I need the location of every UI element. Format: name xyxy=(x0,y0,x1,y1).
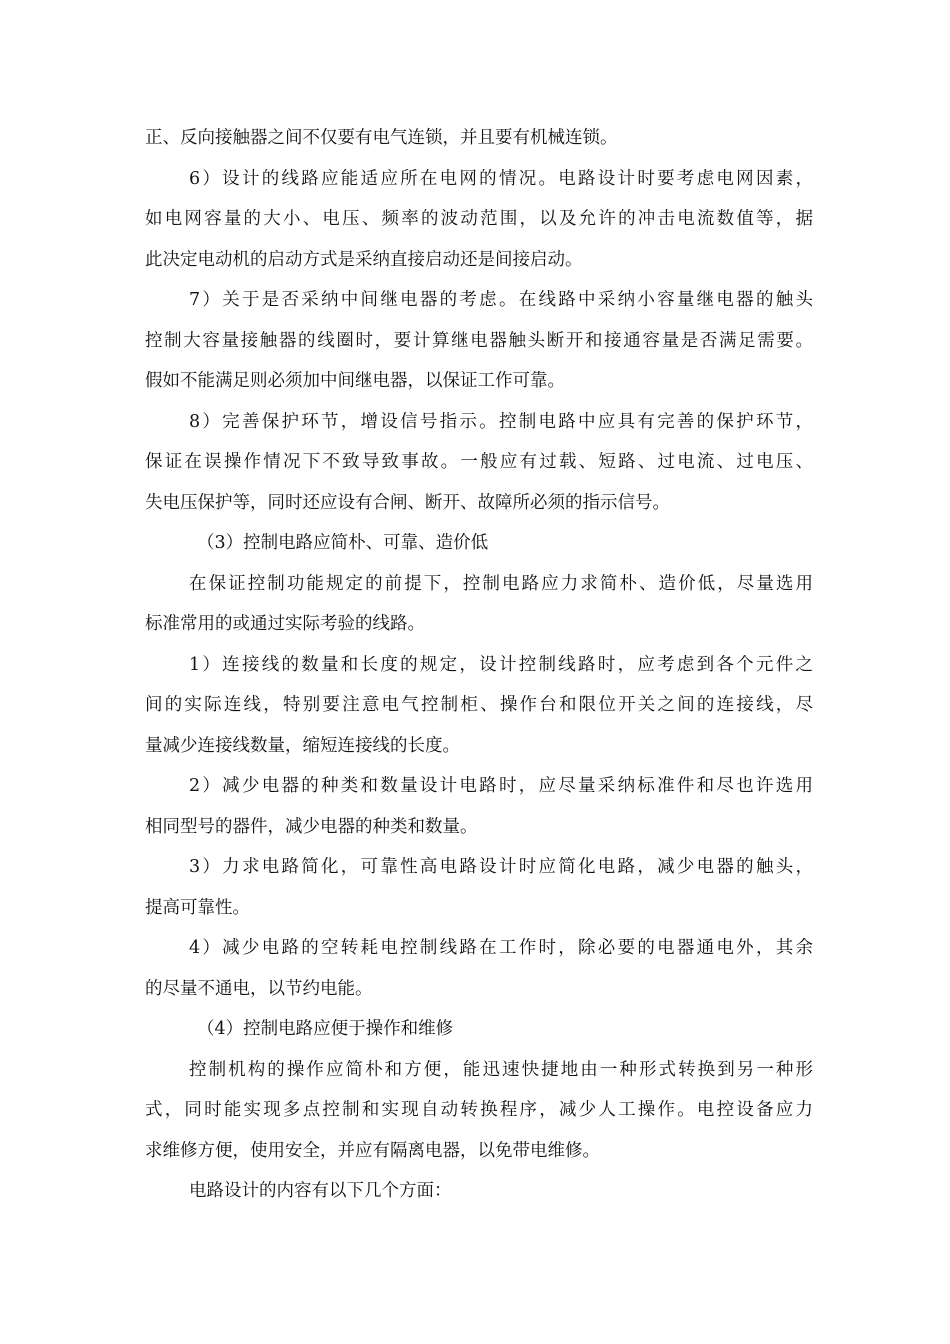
text-line: 控制机构的操作应简朴和方便，能迅速快捷地由一种形式转换到另一种形 xyxy=(189,1059,813,1080)
text-line: 求维修方便，使用安全，并应有隔离电器，以免带电维修。 xyxy=(145,1140,600,1161)
text-line: 6）设计的线路应能适应所在电网的情况。电路设计时要考虑电网因素， xyxy=(189,168,813,189)
section-heading: （3）控制电路应简朴、可靠、造价低 xyxy=(197,533,489,553)
text-line: 假如不能满足则必须加中间继电器，以保证工作可靠。 xyxy=(145,371,565,391)
body-text xyxy=(145,118,813,1212)
text-line: 在保证控制功能规定的前提下，控制电路应力求简朴、造价低，尽量选用 xyxy=(189,573,813,594)
text-line: 失电压保护等，同时还应设有合闸、断开、故障所必须的指示信号。 xyxy=(145,492,670,513)
text-line: 4）减少电路的空转耗电控制线路在工作时，除必要的电器通电外，其余 xyxy=(189,938,813,958)
text-line: 正、反向接触器之间不仅要有电气连锁，并且要有机械连锁。 xyxy=(145,128,618,148)
text-line: 相同型号的器件，减少电器的种类和数量。 xyxy=(145,816,478,837)
text-line: 提高可靠性。 xyxy=(145,897,250,918)
text-line: 控制大容量接触器的线圈时，要计算继电器触头断开和接通容量是否满足需要。 xyxy=(145,330,813,351)
text-line: 的尽量不通电，以节约电能。 xyxy=(145,978,373,999)
text-line: 间的实际连线，特别要注意电气控制柜、操作台和限位开关之间的连接线，尽 xyxy=(145,695,813,715)
text-line: 3）力求电路简化，可靠性高电路设计时应简化电路，减少电器的触头， xyxy=(189,857,813,877)
text-line: 1）连接线的数量和长度的规定，设计控制线路时，应考虑到各个元件之 xyxy=(189,654,813,675)
text-line: 此决定电动机的启动方式是采纳直接启动还是间接启动。 xyxy=(145,249,583,270)
text-line: 电路设计的内容有以下几个方面： xyxy=(189,1181,452,1201)
text-line: 式，同时能实现多点控制和实现自动转换程序，减少人工操作。电控设备应力 xyxy=(145,1100,813,1120)
text-line: 标准常用的或通过实际考验的线路。 xyxy=(145,614,425,634)
text-line: 如电网容量的大小、电压、频率的波动范围，以及允许的冲击电流数值等，据 xyxy=(145,209,813,229)
section-heading: （4）控制电路应便于操作和维修 xyxy=(197,1019,454,1039)
text-line: 2）减少电器的种类和数量设计电路时，应尽量采纳标准件和尽也许选用 xyxy=(189,776,813,796)
text-line: 保证在误操作情况下不致导致事故。一般应有过载、短路、过电流、过电压、 xyxy=(145,452,813,472)
text-line: 8）完善保护环节，增设信号指示。控制电路中应具有完善的保护环节， xyxy=(189,411,813,432)
text-line: 量减少连接线数量，缩短连接线的长度。 xyxy=(145,735,460,756)
text-line: 7）关于是否采纳中间继电器的考虑。在线路中采纳小容量继电器的触头 xyxy=(189,290,813,310)
